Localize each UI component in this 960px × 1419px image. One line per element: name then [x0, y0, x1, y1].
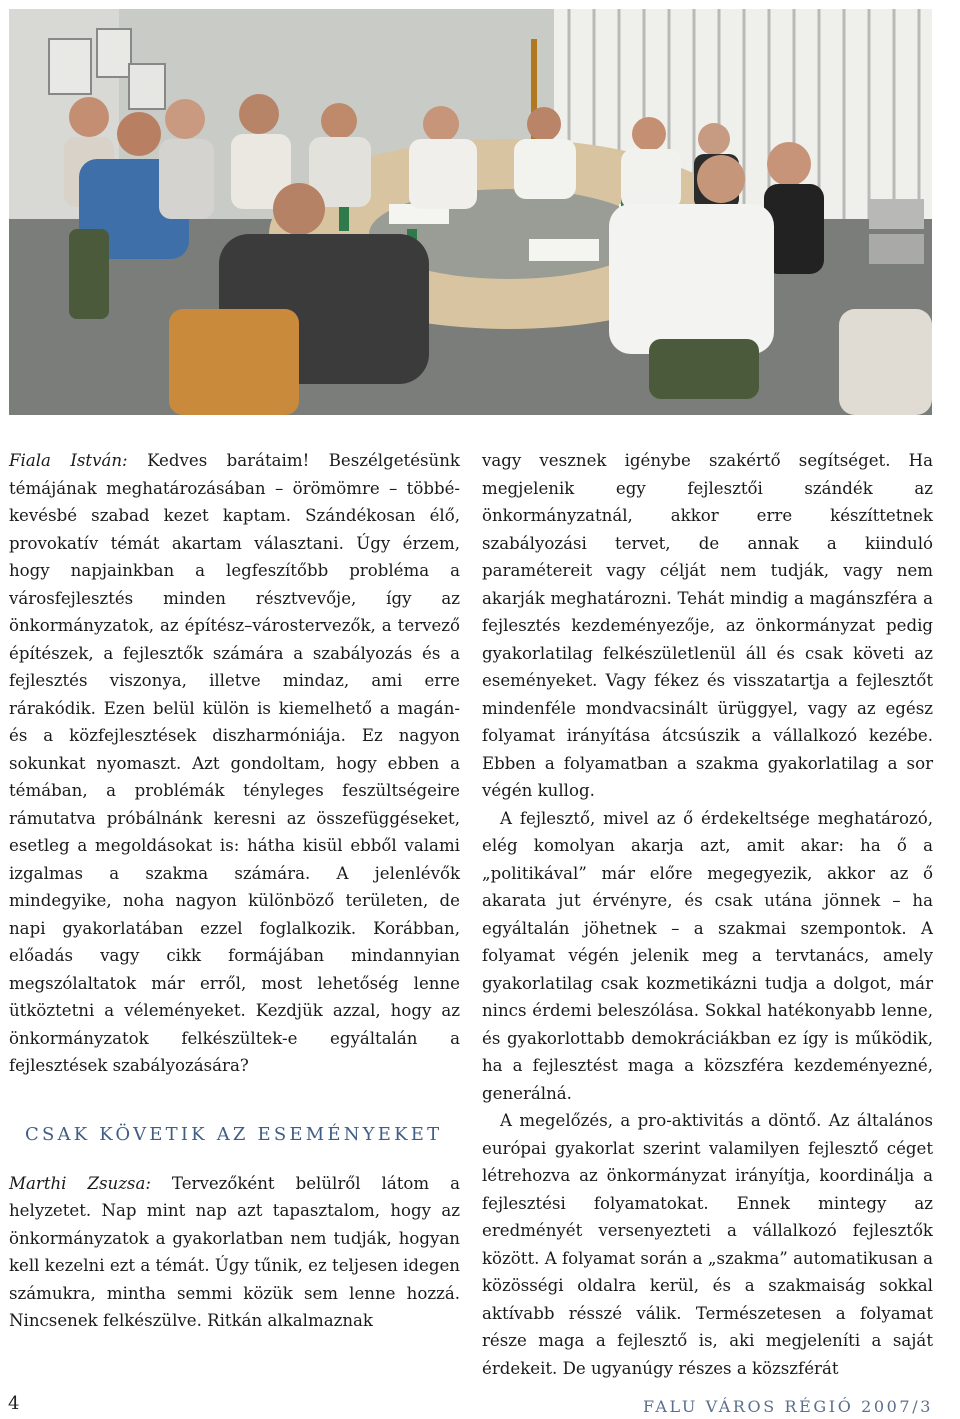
- paragraph: vagy vesznek igénybe szakértő segítséget. Ha megjelenik egy fejlesztői szándék az önkormányzatnál, akkor erre készíttetnek szabályozási tervet, de annak a kiinduló paramétereit vagy célját nem tudják, vagy nem akarják meghatározni. Tehát mindig a magánszféra a fejlesztés kezdeményezője, az önkormányzat pedig gyakorlatilag felkészületlenül áll és csak követi az eseményeket. Vagy fékez és visszatartja a fejlesztőt mindenféle mondvacsinált ürüggyel, vagy az egész folyamat irányítása átcsúszik a vállalkozó kezébe. Ebben a folyamatban a szakma gyakorlatilag a sor végén kullog.: [482, 451, 933, 800]
- paragraph: A megelőzés, a pro-aktivitás a döntő. Az általános európai gyakorlat szerint valamilyen fejlesztő céget létrehozva az önkormányzat irányítja, koordinálja a fejlesztési folyamatokat. Ennek mintegy az eredményét versenyezteti a vállalkozó fejlesztők között. A folyamat során a „szakma” automatikusan a közösségi oldalra kerül, és a szakmaiság sokkal aktívabb résszé válik. Természetesen a folyamat része maga a fejlesztő is, aki megjeleníti a saját érdekeit. De ugyanúgy részes a közszférát: [482, 1111, 933, 1378]
- right-column: [482, 447, 933, 1382]
- meeting-photo-icon: [9, 9, 932, 415]
- fiala-paragraph: [9, 447, 460, 1080]
- meeting-photo: [9, 9, 932, 415]
- speaker-name: Marthi Zsuzsa:: [9, 1173, 151, 1193]
- speaker-name: Fiala István:: [9, 451, 128, 470]
- paragraph: A fejlesztő, mivel az ő érdekeltsége meghatározó, elég komolyan akarja azt, amit akar: ha ő a „politikával” már előre megegyezik, akkor az ő akarata jut érvényre, és csak utána jönnek – ha egyáltalán jöhetnek – a szakmai szempontok. A folyamat végén jelenik meg a tervtanács, amely gyakorlatilag csak kozmetikázni tudja a dolgot, már nincs érdemi beleszólása. Sokkal hatékonyabb lenne, és gyakorlottabb demokráciákban ez így is működik, ha a fejlesztést maga a közszféra kezdeményezné, generálná.: [482, 808, 933, 1103]
- marthi-paragraph: [9, 1170, 460, 1335]
- publication-title: FALU VÁROS RÉGIÓ 2007/3: [643, 1397, 933, 1416]
- left-column: [9, 447, 460, 1335]
- section-heading: CSAK KÖVETIK AZ ESEMÉNYEKET: [25, 1123, 443, 1145]
- paragraph-text: Tervezőként belülről látom a helyzetet. Nap mint nap azt tapasztalom, hogy az önkormányzatok a gyakorlatban nem tudják, hogyan kell kezelni ezt a témát. Úgy tűnik, ez teljesen idegen számukra, mintha semmi közük sem lenne hozzá. Nincsenek felkészülve. Ritkán alkalmaznak: [9, 1173, 460, 1330]
- paragraph-text: Kedves barátaim! Beszélgetésünk témájának meghatározásában – örömömre – többé-kevésbé szabad kezet kaptam. Szándékosan élő, provokatív témát akartam választani. Úgy érzem, hogy napjainkban a legfeszítőbb probléma a városfejlesztés minden résztvevője, így az önkormányzatok, az építész–várostervezők, a tervező építészek, a fejlesztők számára a szabályozás és a fejlesztés viszonya, illetve mindaz, ami erre rárakódik. Ezen belül külön is kiemelhető a magán- és a közfejlesztések diszharmóniája. Ez nagyon sokunkat nyomaszt. Azt gondoltam, hogy ebben a témában, a problémák tényleges feszültségeire rámutatva próbálnánk keresni az összefüggéseket, esetleg a megoldásokat is: hátha kisül ebből valami izgalmas a szakma számára. A jelenlévők mindegyike, noha nagyon különböző területen, de napi gyakorlatában ezzel foglalkozik. Korábban, előadás vagy cikk formájában mindannyian megszólaltatok már erről, most lehetőség lenne ütköztetni a véleményeket. Kezdjük azzal, hogy az önkormányzatok felkészültek-e egyáltalán a fejlesztések szabályozására?: [9, 451, 460, 1075]
- page-number: 4: [8, 1393, 20, 1414]
